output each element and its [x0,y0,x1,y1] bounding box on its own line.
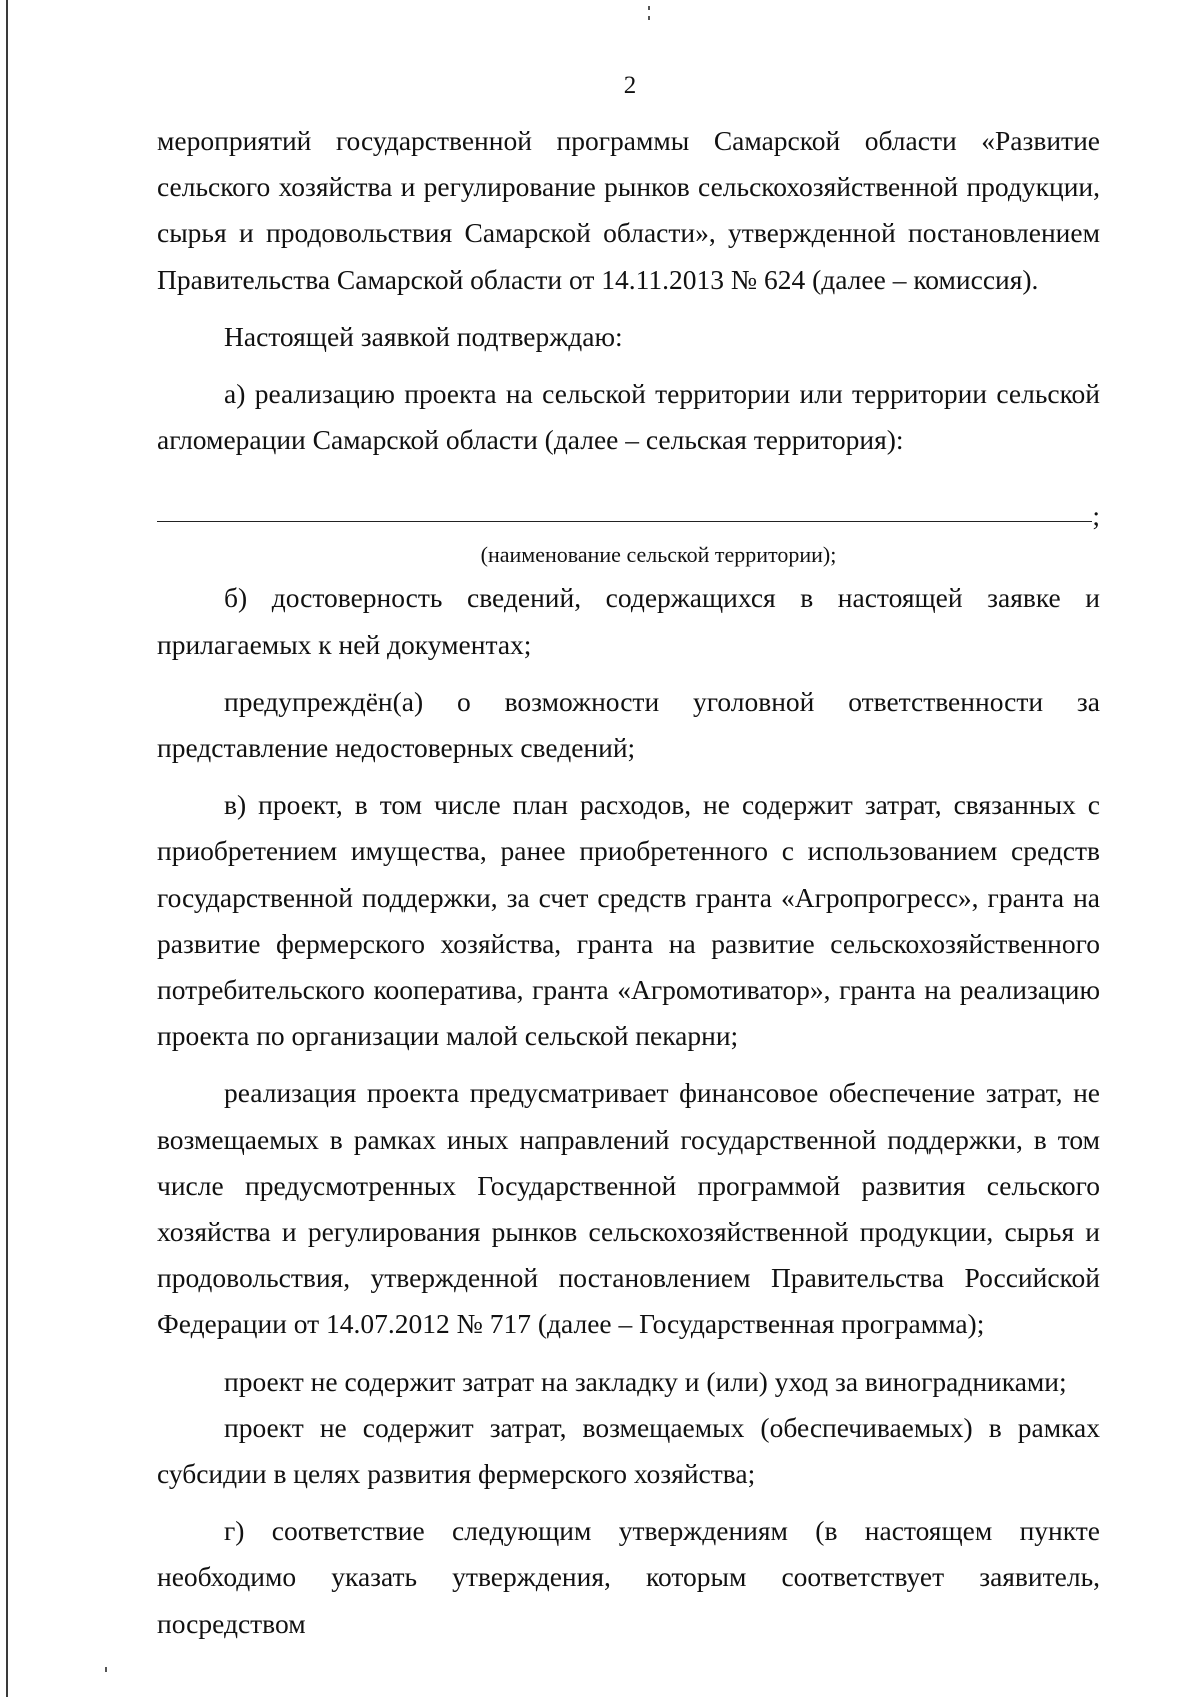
blank-underline [157,521,1092,522]
paragraph: а) реализацию проекта на сельской территории или территории сельской агломерации Самарской области (далее – сельская территория): [157,378,1100,456]
paragraph: в) проект, в том числе план расходов, не содержит затрат, связанных с приобретением имущества, ранее приобретенного с использованием средств государственной поддержки, за счет средств гранта «Агропрогресс», гранта на развитие фермерского хозяйства, гранта на развитие сельскохозяйственного потребительского кооператива, гранта «Агромотиватор», гранта на реализацию проекта по организации малой сельской пекарни; [157,789,1100,1052]
scan-mark [105,1667,107,1672]
blank-end-mark: ; [1092,499,1100,531]
document-body [157,118,1100,1647]
paragraph: проект не содержит затрат на закладку и (или) уход за виноградниками; [224,1365,1067,1397]
paragraph: г) соответствие следующим утверждениям (в настоящем пункте необходимо указать утверждения, которым соответствует заявитель, посредством [157,1515,1100,1639]
scan-mark [648,6,650,10]
scan-mark [648,16,650,20]
paragraph: предупреждён(а) о возможности уголовной ответственности за представление недостоверных сведений; [157,685,1100,764]
paragraph: реализация проекта предусматривает финансовое обеспечение затрат, не возмещаемых в рамках иных направлений государственной поддержки, в том числе предусмотренных Государственной программой развития сельского хозяйства и регулирования рынков сельскохозяйственной продукции, сырья и продовольствия, утвержденной постановлением Правительства Российской Федерации от 14.07.2012 № 717 (далее – Государственная программа); [157,1077,1100,1340]
blank-caption: (наименование сельской территории); [480,542,837,568]
paragraph: б) достоверность сведений, содержащихся в настоящей заявке и прилагаемых к ней документах; [157,582,1100,660]
paragraph: проект не содержит затрат, возмещаемых (обеспечиваемых) в рамках субсидии в целях развития фермерского хозяйства; [157,1411,1100,1490]
page-left-edge [6,0,8,1697]
paragraph: Настоящей заявкой подтверждаю: [224,320,623,352]
page-number: 2 [623,72,637,99]
paragraph: мероприятий государственной программы Самарской области «Развитие сельского хозяйства и регулирование рынков сельскохозяйственной продукции, сырья и продовольствия Самарской области», утвержденной постановлением Правительства Самарской области от 14.11.2013 № 624 (далее – комиссия). [157,125,1100,295]
fill-in-blank [157,463,1100,535]
